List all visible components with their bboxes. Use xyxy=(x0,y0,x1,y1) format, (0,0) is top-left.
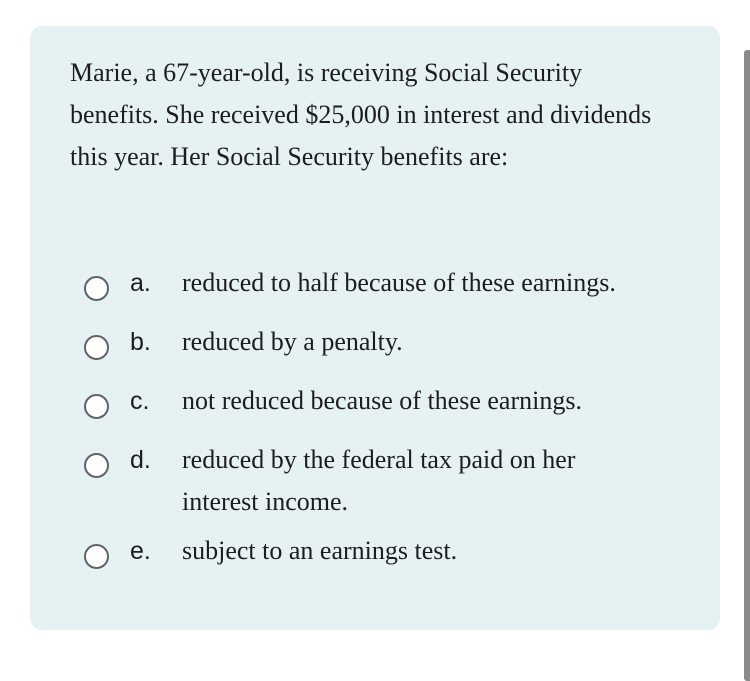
radio-button-b[interactable] xyxy=(84,335,109,360)
option-a-letter: a. xyxy=(130,269,151,297)
option-a-label[interactable]: reduced to half because of these earnings. xyxy=(182,268,616,297)
option-c-letter: c. xyxy=(130,387,150,415)
option-d[interactable] xyxy=(84,447,704,538)
answer-options xyxy=(84,270,704,588)
option-e-letter: e. xyxy=(130,537,151,565)
option-b-label[interactable]: reduced by a penalty. xyxy=(182,327,403,356)
radio-button-e[interactable] xyxy=(84,544,109,569)
radio-button-a[interactable] xyxy=(84,276,109,301)
radio-button-c[interactable] xyxy=(84,394,109,419)
option-d-label[interactable]: reduced by the federal tax paid on her interest income. xyxy=(182,445,576,516)
option-e-label[interactable]: subject to an earnings test. xyxy=(182,536,458,565)
option-e[interactable] xyxy=(84,538,704,588)
scrollbar[interactable] xyxy=(744,50,750,681)
option-b-letter: b. xyxy=(130,328,151,356)
option-c-label[interactable]: not reduced because of these earnings. xyxy=(182,386,582,415)
radio-button-d[interactable] xyxy=(84,453,109,478)
question-text: Marie, a 67-year-old, is receiving Social Security benefits. She received $25,000 in interest and dividends this year. Her Social Security benefits are: xyxy=(70,58,652,171)
question-card xyxy=(30,26,720,630)
option-d-letter: d. xyxy=(130,446,151,474)
